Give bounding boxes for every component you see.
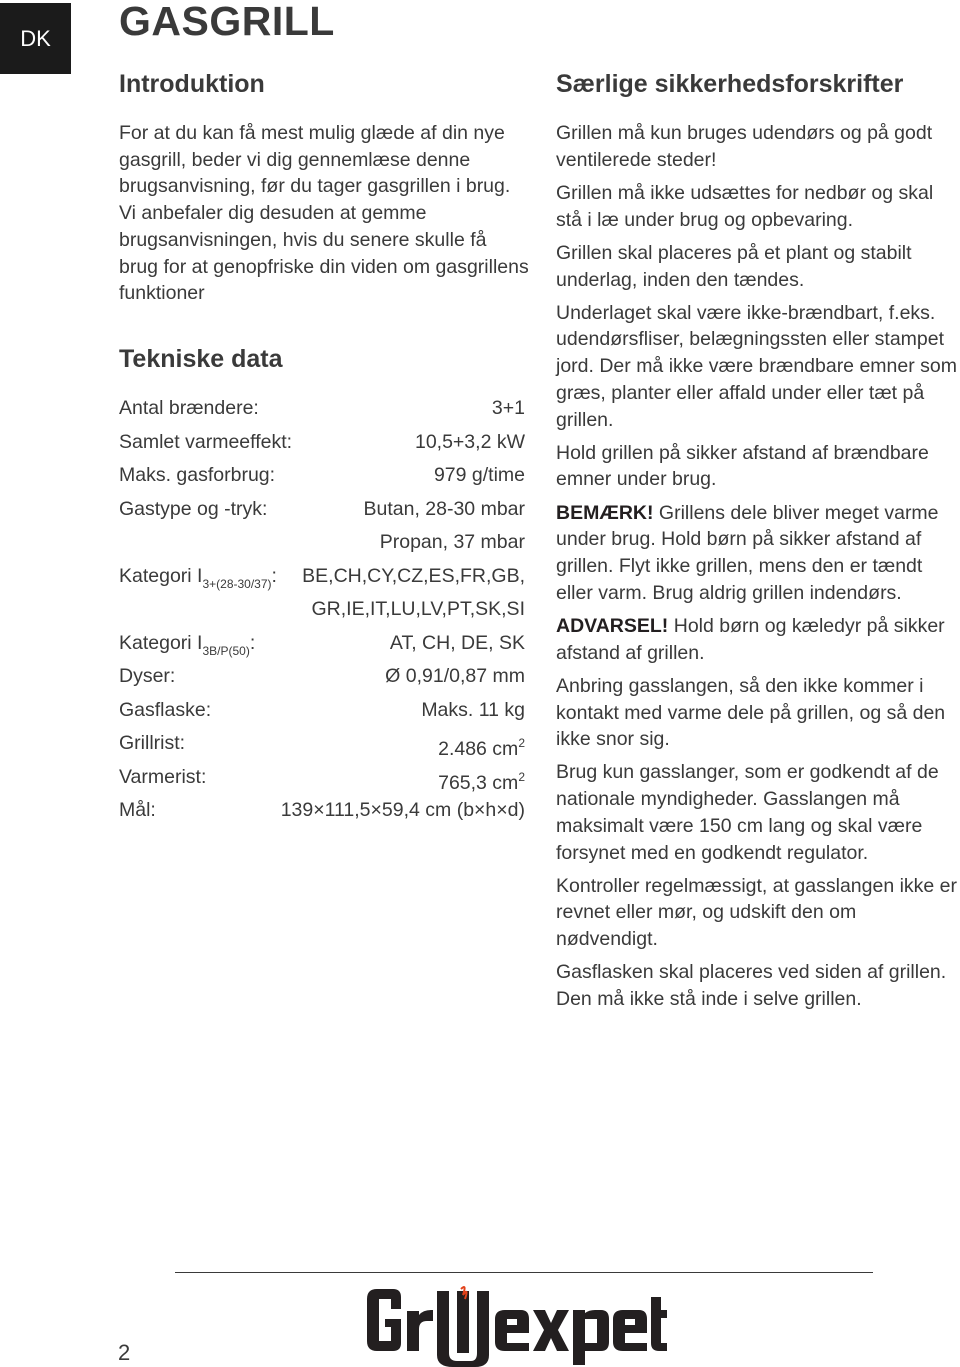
footer-divider — [175, 1272, 873, 1273]
spec-row-dimensions — [119, 794, 525, 828]
spec-label: Grillrist: — [119, 732, 186, 754]
safety-section — [556, 120, 960, 1019]
spec-value-line: BE,CH,CY,CZ,ES,FR,GB, — [302, 564, 525, 587]
safety-paragraph: Kontroller regelmæssigt, at gasslangen ikke er revnet eller mør, og udskift den om nødvendigt. — [556, 874, 958, 951]
spec-label: Maks. gasforbrug: — [119, 464, 276, 486]
safety-paragraph: Hold grillen på sikker afstand af brændbare emner under brug. — [556, 441, 929, 491]
spec-value: 765,3 $cm^2$ — [438, 769, 525, 794]
note-text: Grillens dele bliver meget varme under brug. Hold børn på sikker afstand af grillen. Flyt ikke grillen, mens den er tændt eller varm. Brug aldrig grillen indendørs. — [556, 501, 939, 604]
spec-row-heat-output — [119, 426, 525, 460]
spec-label: Gastype og -tryk: — [119, 497, 268, 520]
spec-row-nozzles — [119, 660, 525, 694]
spec-value: 979 g/time — [433, 464, 525, 486]
spec-label: Dyser: — [119, 665, 176, 687]
safety-paragraph: Anbring gasslangen, så den ikke kommer i kontakt med varme dele på grillen, og så den ikke snor sig. — [556, 674, 946, 751]
safety-paragraph: Grillen må kun bruges udendørs og på godt ventilerede steder! — [556, 122, 933, 171]
spec-row-category-1 — [119, 560, 525, 627]
spec-label: Gasflaske: — [119, 698, 212, 721]
spec-value-line: Butan, 28-30 mbar — [363, 497, 525, 520]
warning-label: ADVARSEL! — [556, 614, 669, 637]
safety-heading: Særlige sikkerhedsforskrifter — [556, 70, 904, 98]
spec-value-line: GR,IE,IT,LU,LV,PT,SK,SI — [311, 598, 525, 620]
page-number: 2 — [118, 1340, 131, 1365]
spec-row-gas-type — [119, 493, 525, 560]
spec-row-gas-bottle — [119, 694, 525, 728]
spec-value: 2.486 $cm^2$ — [438, 736, 525, 760]
spec-label: Antal brændere: — [119, 397, 259, 419]
safety-paragraph: Grillen skal placeres på et plant og stabilt underlag, inden den tændes. — [556, 241, 912, 291]
note-label: BEMÆRK! — [556, 501, 654, 524]
spec-label: Samlet varmeeffekt: — [119, 430, 293, 453]
safety-paragraph: Grillen må ikke udsættes for nedbør og skal stå i læ under brug og opbevaring. — [556, 181, 934, 231]
warning-text: Hold børn og kæledyr på sikker afstand af grillen. — [556, 614, 945, 664]
tech-data-heading: Tekniske data — [119, 345, 283, 373]
intro-heading: Introduktion — [119, 70, 265, 98]
safety-note — [556, 500, 960, 607]
spec-value-line: Propan, 37 mbar — [379, 531, 525, 553]
spec-row-warming-rack — [119, 761, 525, 795]
intro-text: For at du kan få mest mulig glæde af din nye gasgrill, beder vi dig gennemlæse denne brugsanvisning, før du tager gasgrillen i brug. Vi anbefaler dig desuden at gemme brugsanvisningen, hvis du senere skulle få brug for at genopfriske din viden om gasgrillens funktioner — [119, 122, 529, 305]
tech-data-table — [119, 392, 525, 828]
spec-value: 3+1 — [491, 397, 525, 419]
spec-value: 10,5+3,2 kW — [414, 430, 525, 453]
spec-value — [363, 493, 525, 560]
document-title: GASGRILL — [119, 0, 335, 44]
spec-value: AT, CH, DE, SK — [389, 631, 525, 654]
spec-label: Varmerist: — [119, 765, 207, 788]
spec-value — [302, 560, 525, 627]
spec-value: Ø 0,91/0,87 mm — [385, 665, 525, 687]
spec-label: Kategori $I_{3B/P(50)}$: — [119, 631, 256, 658]
spec-label: Mål: — [119, 799, 156, 821]
spec-row-grill-grate — [119, 727, 525, 761]
safety-paragraph: Underlaget skal være ikke-brændbart, f.eks. udendørsfliser, belægningssten eller stampet jord. Der må ikke være brændbare emner som græs, planter eller affald under eller tæt på grillen. — [556, 301, 957, 431]
spec-row-gas-consumption — [119, 459, 525, 493]
spec-value: Maks. 11 kg — [421, 698, 525, 721]
language-tab: DK — [0, 3, 71, 74]
brand-logo — [365, 1285, 667, 1367]
safety-paragraph: Gasflasken skal placeres ved siden af grillen. Den må ikke stå inde i selve grillen. — [556, 961, 947, 1011]
spec-row-burners — [119, 392, 525, 426]
safety-warning — [556, 613, 960, 666]
safety-paragraph: Brug kun gasslanger, som er godkendt af de nationale myndigheder. Gasslangen må maksimalt være 150 cm lang og skal være forsynet med en godkendt regulator. — [556, 761, 939, 864]
spec-value: 139×111,5×59,4 cm (b×h×d) — [280, 799, 525, 821]
spec-row-category-2 — [119, 627, 525, 661]
spec-label: Kategori $I_{3+(28-30/37)}$: — [119, 564, 277, 591]
